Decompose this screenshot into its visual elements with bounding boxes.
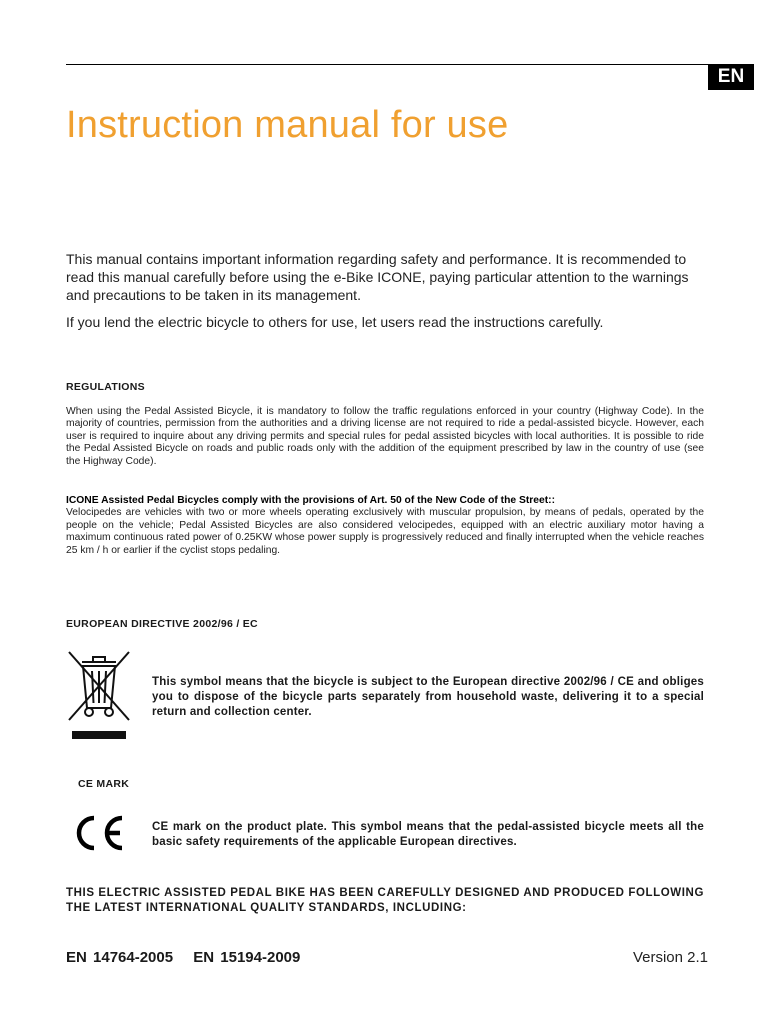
page-title: Instruction manual for use (66, 104, 509, 146)
intro-paragraph: This manual contains important information regarding safety and performance. It is recommended to read this manual carefully before using the e-Bike ICONE, paying particular attention to the warnings and precautions to be taken in its management. (66, 251, 689, 303)
ce-heading: CE MARK (78, 778, 130, 790)
regulations-paragraph: When using the Pedal Assisted Bicycle, it is mandatory to follow the traffic regulations enforced in your country (Highway Code). In the majority of countries, permission from the authorities and a driving license are not required to ride a pedal-assisted bicycle. However, each user is required to inquire about any driving permits and special rules for pedal assisted bicycles with local authorities. It is possible to ride the Pedal Assisted Bicycle on roads and public roads only with the addition of the equipment prescribed by law in the country of use (see the Highway Code). (66, 406, 704, 467)
standard-en14764: EN 14764-2005 (66, 949, 174, 966)
standards-list (66, 949, 300, 966)
directive-text: This symbol means that the bicycle is subject to the European directive 2002/96 / CE and obliges you to dispose of the bicycle parts separately from household waste, delivering it to a special return and collection center. (152, 676, 704, 718)
standard-en15194: EN 15194-2009 (193, 949, 301, 966)
ce-mark-logo (70, 813, 128, 853)
directive-heading: EUROPEAN DIRECTIVE 2002/96 / EC (66, 618, 258, 630)
crossed-out-wheelie-bin-icon (66, 648, 132, 740)
language-badge: EN (708, 64, 754, 90)
quality-statement: THIS ELECTRIC ASSISTED PEDAL BIKE HAS BEEN CAREFULLY DESIGNED AND PRODUCED FOLLOWING THE LATEST INTERNATIONAL QUALITY STANDARDS, INCLUDING: (66, 887, 704, 914)
regulations-heading: REGULATIONS (66, 381, 145, 393)
ce-text: CE mark on the product plate. This symbol means that the pedal-assisted bicycle meets all the basic safety requirements of the applicable European directives. (152, 821, 704, 848)
art50-body: Velocipedes are vehicles with two or more wheels operating exclusively with muscular propulsion, by means of pedals, operated by the people on the vehicle; Pedal Assisted Bicycles are also considered velocipedes, equipped with an electric auxiliary motor having a maximum continuous rated power of 0.25KW whose power supply is progressively reduced and finally interrupted when the vehicle reaches 25 km / h or earlier if the cyclist stops pedaling. (66, 507, 704, 556)
art50-paragraph (66, 495, 704, 557)
art50-lead: ICONE Assisted Pedal Bicycles comply with the provisions of Art. 50 of the New Code of the Street:: (66, 495, 556, 506)
version-label: Version 2.1 (632, 949, 708, 966)
intro-paragraph-lend: If you lend the electric bicycle to others for use, let users read the instructions carefully. (66, 314, 604, 330)
header-rule (66, 64, 708, 65)
